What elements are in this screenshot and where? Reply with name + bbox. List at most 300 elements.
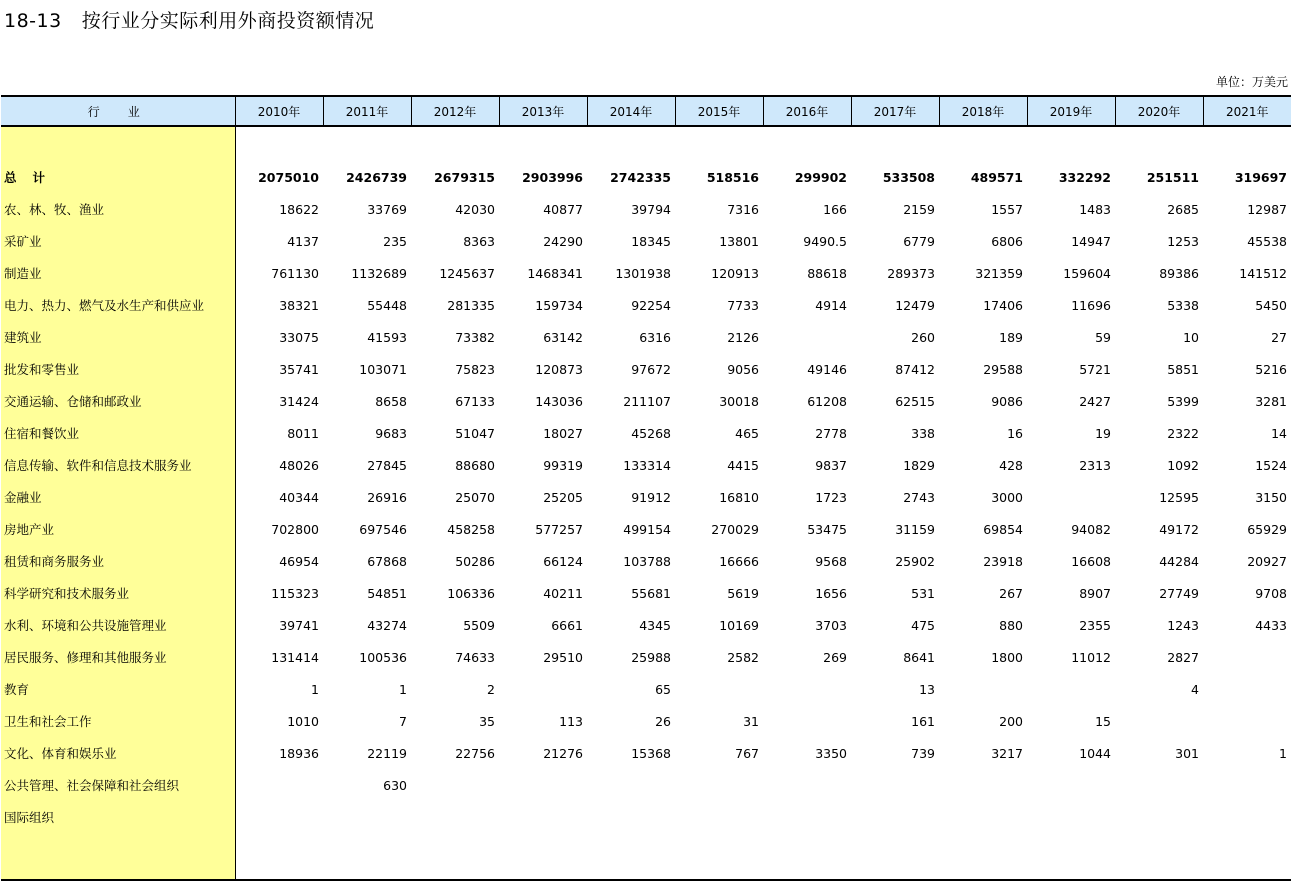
- table-cell: 161: [911, 713, 935, 729]
- table-row: [1, 449, 1291, 481]
- table-cell: 88618: [807, 265, 847, 281]
- table-cell: 2742335: [610, 169, 671, 185]
- table-cell: 67133: [455, 393, 495, 409]
- table-cell: 24290: [543, 233, 583, 249]
- table-cell: 131414: [271, 649, 319, 665]
- table-cell: 15: [1095, 713, 1111, 729]
- table-cell: 9490.5: [803, 233, 847, 249]
- table-cell: 43274: [367, 617, 407, 633]
- table-cell: [675, 673, 763, 705]
- table-cell: [235, 769, 323, 801]
- table-cell: 10169: [719, 617, 759, 633]
- row-label: 国际组织: [1, 801, 235, 833]
- table-cell: 189: [999, 329, 1023, 345]
- table-cell: 16608: [1071, 553, 1111, 569]
- table-cell: 10: [1183, 329, 1199, 345]
- table-cell: 41593: [367, 329, 407, 345]
- table-cell: 55681: [631, 585, 671, 601]
- table-cell: 465: [735, 425, 759, 441]
- table-cell: 767: [735, 745, 759, 761]
- table-cell: 45268: [631, 425, 671, 441]
- table-cell: [323, 801, 411, 833]
- table-cell: 332292: [1058, 169, 1111, 185]
- total-row: [1, 161, 1291, 193]
- table-cell: 15368: [631, 745, 671, 761]
- header-year: 2010年: [235, 96, 323, 126]
- table-cell: 13: [919, 681, 935, 697]
- table-cell: 75823: [455, 361, 495, 377]
- table-cell: 18622: [279, 201, 319, 217]
- table-cell: 115323: [271, 585, 319, 601]
- table-cell: 270029: [711, 521, 759, 537]
- table-cell: 499154: [623, 521, 671, 537]
- table-cell: [763, 769, 851, 801]
- table-cell: 299902: [794, 169, 847, 185]
- table-cell: 166: [823, 201, 847, 217]
- table-cell: 29588: [983, 361, 1023, 377]
- table-cell: 1557: [991, 201, 1023, 217]
- table-cell: 100536: [359, 649, 407, 665]
- table-cell: 6779: [903, 233, 935, 249]
- table-cell: [1027, 673, 1115, 705]
- table-cell: 5216: [1255, 361, 1287, 377]
- table-cell: 2903996: [522, 169, 583, 185]
- table-cell: 45538: [1247, 233, 1287, 249]
- table-cell: 120913: [711, 265, 759, 281]
- table-cell: 880: [999, 617, 1023, 633]
- table-cell: 2743: [903, 489, 935, 505]
- table-row: [1, 577, 1291, 609]
- table-cell: 143036: [535, 393, 583, 409]
- table-cell: 338: [911, 425, 935, 441]
- table-cell: 92254: [631, 297, 671, 313]
- table-row: [1, 385, 1291, 417]
- table-cell: 739: [911, 745, 935, 761]
- table-cell: 235: [383, 233, 407, 249]
- table-cell: 6661: [551, 617, 583, 633]
- table-cell: 103071: [359, 361, 407, 377]
- table-row: [1, 737, 1291, 769]
- table-cell: 69854: [983, 521, 1023, 537]
- table-cell: [411, 801, 499, 833]
- table-cell: 2679315: [434, 169, 495, 185]
- table-cell: [411, 769, 499, 801]
- table-cell: 7733: [727, 297, 759, 313]
- table-row: [1, 545, 1291, 577]
- table-row: [1, 641, 1291, 673]
- table-cell: 40211: [543, 585, 583, 601]
- table-cell: 5450: [1255, 297, 1287, 313]
- table-cell: [499, 769, 587, 801]
- table-row: [1, 193, 1291, 225]
- table-cell: 1656: [815, 585, 847, 601]
- table-cell: 18027: [543, 425, 583, 441]
- table-cell: 31: [743, 713, 759, 729]
- table-cell: 8641: [903, 649, 935, 665]
- table-cell: 25988: [631, 649, 671, 665]
- table-cell: 61208: [807, 393, 847, 409]
- table-cell: 6316: [639, 329, 671, 345]
- table-cell: 27749: [1159, 585, 1199, 601]
- table-cell: 2126: [727, 329, 759, 345]
- table-title: 按行业分实际利用外商投资额情况: [81, 10, 375, 32]
- table-cell: 1010: [287, 713, 319, 729]
- table-row: [1, 481, 1291, 513]
- table-cell: 14947: [1071, 233, 1111, 249]
- table-cell: 3000: [991, 489, 1023, 505]
- table-cell: 5851: [1167, 361, 1199, 377]
- table-cell: 40344: [279, 489, 319, 505]
- table-cell: [235, 801, 323, 833]
- row-label: 农、林、牧、渔业: [1, 193, 235, 225]
- table-cell: 2827: [1167, 649, 1199, 665]
- table-cell: 9837: [815, 457, 847, 473]
- table-cell: 12987: [1247, 201, 1287, 217]
- table-cell: 1829: [903, 457, 935, 473]
- row-label: 科学研究和技术服务业: [1, 577, 235, 609]
- table-cell: 281335: [447, 297, 495, 313]
- table-cell: [1203, 801, 1291, 833]
- table-cell: [851, 769, 939, 801]
- table-cell: 2: [487, 681, 495, 697]
- table-cell: 16: [1007, 425, 1023, 441]
- table-cell: 6806: [991, 233, 1023, 249]
- row-label: 住宿和餐饮业: [1, 417, 235, 449]
- table-cell: [1027, 801, 1115, 833]
- table-row: [1, 673, 1291, 705]
- table-cell: 87412: [895, 361, 935, 377]
- table-cell: 1483: [1079, 201, 1111, 217]
- row-label: 总计: [1, 161, 235, 193]
- header-year: 2021年: [1203, 96, 1291, 126]
- table-cell: 9683: [375, 425, 407, 441]
- table-cell: 66124: [543, 553, 583, 569]
- table-cell: 1301938: [615, 265, 671, 281]
- table-cell: 260: [911, 329, 935, 345]
- table-cell: 2582: [727, 649, 759, 665]
- row-label: 卫生和社会工作: [1, 705, 235, 737]
- table-cell: [939, 801, 1027, 833]
- table-cell: 94082: [1071, 521, 1111, 537]
- table-cell: 65929: [1247, 521, 1287, 537]
- table-cell: 55448: [367, 297, 407, 313]
- table-cell: [763, 705, 851, 737]
- table-cell: 5509: [463, 617, 495, 633]
- table-cell: 2322: [1167, 425, 1199, 441]
- table-cell: 38321: [279, 297, 319, 313]
- table-cell: 120873: [535, 361, 583, 377]
- table-cell: 1132689: [351, 265, 407, 281]
- table-cell: 1: [311, 681, 319, 697]
- table-cell: 26916: [367, 489, 407, 505]
- table-cell: 51047: [455, 425, 495, 441]
- table-cell: 458258: [447, 521, 495, 537]
- table-cell: [939, 673, 1027, 705]
- table-cell: [1115, 801, 1203, 833]
- table-cell: 133314: [623, 457, 671, 473]
- header-year: 2018年: [939, 96, 1027, 126]
- table-cell: 1092: [1167, 457, 1199, 473]
- table-cell: 518516: [706, 169, 759, 185]
- table-cell: 59: [1095, 329, 1111, 345]
- header-row: [1, 96, 1291, 126]
- table-cell: 4137: [287, 233, 319, 249]
- table-cell: 12479: [895, 297, 935, 313]
- header-year: 2019年: [1027, 96, 1115, 126]
- table-cell: 9568: [815, 553, 847, 569]
- table-cell: [763, 801, 851, 833]
- table-cell: 7: [399, 713, 407, 729]
- table-cell: 251511: [1146, 169, 1199, 185]
- row-label: 水利、环境和公共设施管理业: [1, 609, 235, 641]
- table-cell: 12595: [1159, 489, 1199, 505]
- table-cell: 577257: [535, 521, 583, 537]
- table-cell: 159604: [1063, 265, 1111, 281]
- table-cell: 67868: [367, 553, 407, 569]
- table-cell: 27845: [367, 457, 407, 473]
- table-cell: 319697: [1234, 169, 1287, 185]
- table-cell: 489571: [970, 169, 1023, 185]
- table-body: [1, 126, 1291, 880]
- table-cell: 269: [823, 649, 847, 665]
- table-cell: 22756: [455, 745, 495, 761]
- unit-label: 单位：万美元: [1215, 75, 1288, 89]
- table-cell: 31424: [279, 393, 319, 409]
- header-year: 2012年: [411, 96, 499, 126]
- table-row: [1, 225, 1291, 257]
- end-row: [1, 833, 1291, 880]
- table-cell: 1245637: [439, 265, 495, 281]
- table-cell: 1044: [1079, 745, 1111, 761]
- table-cell: 20927: [1247, 553, 1287, 569]
- table-cell: 49172: [1159, 521, 1199, 537]
- table-cell: 29510: [543, 649, 583, 665]
- table-cell: 23918: [983, 553, 1023, 569]
- table-cell: 18345: [631, 233, 671, 249]
- table-cell: 33075: [279, 329, 319, 345]
- table-cell: 25902: [895, 553, 935, 569]
- table-cell: 531: [911, 585, 935, 601]
- table-cell: 39741: [279, 617, 319, 633]
- table-cell: 27: [1271, 329, 1287, 345]
- table-row: [1, 513, 1291, 545]
- table-cell: [1203, 641, 1291, 673]
- table-cell: 4: [1191, 681, 1199, 697]
- table-cell: 22119: [367, 745, 407, 761]
- table-cell: 2778: [815, 425, 847, 441]
- header-year: 2011年: [323, 96, 411, 126]
- table-cell: 9086: [991, 393, 1023, 409]
- table-cell: 49146: [807, 361, 847, 377]
- header-industry: 行业: [1, 96, 235, 126]
- table-row: [1, 289, 1291, 321]
- table-row: [1, 801, 1291, 833]
- table-cell: 97672: [631, 361, 671, 377]
- table-cell: 4914: [815, 297, 847, 313]
- table-cell: 54851: [367, 585, 407, 601]
- table-cell: [763, 321, 851, 353]
- table-cell: 141512: [1239, 265, 1287, 281]
- table-cell: 2427: [1079, 393, 1111, 409]
- table-cell: 3350: [815, 745, 847, 761]
- table-row: [1, 609, 1291, 641]
- table-cell: 35741: [279, 361, 319, 377]
- table-cell: 4433: [1255, 617, 1287, 633]
- table-cell: 18936: [279, 745, 319, 761]
- table-cell: 46954: [279, 553, 319, 569]
- row-label: 交通运输、仓储和邮政业: [1, 385, 235, 417]
- row-label: 批发和零售业: [1, 353, 235, 385]
- table-cell: 1723: [815, 489, 847, 505]
- table-cell: [1027, 769, 1115, 801]
- table-cell: 19: [1095, 425, 1111, 441]
- table-cell: 113: [559, 713, 583, 729]
- table-cell: 35: [479, 713, 495, 729]
- page-title: [4, 6, 374, 33]
- table-cell: 2075010: [258, 169, 319, 185]
- table-cell: 99319: [543, 457, 583, 473]
- table-cell: 16666: [719, 553, 759, 569]
- row-label: 金融业: [1, 481, 235, 513]
- table-cell: 62515: [895, 393, 935, 409]
- table-cell: 5721: [1079, 361, 1111, 377]
- header-year: 2014年: [587, 96, 675, 126]
- table-cell: 761130: [271, 265, 319, 281]
- table-cell: 11012: [1071, 649, 1111, 665]
- table-cell: 42030: [455, 201, 495, 217]
- table-cell: 48026: [279, 457, 319, 473]
- table-cell: 17406: [983, 297, 1023, 313]
- row-label: 电力、热力、燃气及水生产和供应业: [1, 289, 235, 321]
- table-cell: 3703: [815, 617, 847, 633]
- table-cell: 1: [1279, 745, 1287, 761]
- header-year: 2020年: [1115, 96, 1203, 126]
- table-cell: 2426739: [346, 169, 407, 185]
- table-cell: 39794: [631, 201, 671, 217]
- row-label: 信息传输、软件和信息技术服务业: [1, 449, 235, 481]
- table-cell: 1800: [991, 649, 1023, 665]
- table-cell: [1115, 705, 1203, 737]
- table-cell: 53475: [807, 521, 847, 537]
- table-row: [1, 769, 1291, 801]
- table-cell: 321359: [975, 265, 1023, 281]
- table-cell: 4415: [727, 457, 759, 473]
- table-cell: 1253: [1167, 233, 1199, 249]
- table-cell: 40877: [543, 201, 583, 217]
- row-label: 租赁和商务服务业: [1, 545, 235, 577]
- table-cell: 65: [655, 681, 671, 697]
- table-cell: [587, 801, 675, 833]
- table-cell: 267: [999, 585, 1023, 601]
- table-cell: 3217: [991, 745, 1023, 761]
- table-row: [1, 257, 1291, 289]
- table-cell: [675, 801, 763, 833]
- table-cell: [851, 801, 939, 833]
- table-cell: 88680: [455, 457, 495, 473]
- table-row: [1, 417, 1291, 449]
- table-cell: 14: [1271, 425, 1287, 441]
- row-label: 制造业: [1, 257, 235, 289]
- row-label: 采矿业: [1, 225, 235, 257]
- table-cell: 159734: [535, 297, 583, 313]
- table-cell: [1203, 769, 1291, 801]
- row-label: 文化、体育和娱乐业: [1, 737, 235, 769]
- table-cell: 63142: [543, 329, 583, 345]
- table-cell: 7316: [727, 201, 759, 217]
- table-cell: 4345: [639, 617, 671, 633]
- table-cell: 74633: [455, 649, 495, 665]
- table-cell: 26: [655, 713, 671, 729]
- table-cell: [675, 769, 763, 801]
- table-cell: 13801: [719, 233, 759, 249]
- table-cell: 16810: [719, 489, 759, 505]
- row-label: 居民服务、修理和其他服务业: [1, 641, 235, 673]
- table-cell: [587, 769, 675, 801]
- table-row: [1, 705, 1291, 737]
- table-cell: 1243: [1167, 617, 1199, 633]
- table-cell: 25205: [543, 489, 583, 505]
- table-cell: [499, 801, 587, 833]
- table-cell: 103788: [623, 553, 671, 569]
- table-cell: 44284: [1159, 553, 1199, 569]
- table-cell: 1: [399, 681, 407, 697]
- table-cell: 428: [999, 457, 1023, 473]
- table-cell: 106336: [447, 585, 495, 601]
- table-cell: 697546: [359, 521, 407, 537]
- table-cell: [499, 673, 587, 705]
- table-row: [1, 321, 1291, 353]
- table-cell: [1115, 769, 1203, 801]
- table-cell: 33769: [367, 201, 407, 217]
- table-cell: 5338: [1167, 297, 1199, 313]
- table-cell: 702800: [271, 521, 319, 537]
- table-cell: 630: [383, 777, 407, 793]
- table-cell: [763, 673, 851, 705]
- table-cell: 5399: [1167, 393, 1199, 409]
- header-year: 2015年: [675, 96, 763, 126]
- table-cell: 89386: [1159, 265, 1199, 281]
- row-label: 教育: [1, 673, 235, 705]
- header-year: 2016年: [763, 96, 851, 126]
- table-cell: 30018: [719, 393, 759, 409]
- table-cell: 91912: [631, 489, 671, 505]
- table-number: 18-13: [4, 10, 62, 32]
- table-cell: 50286: [455, 553, 495, 569]
- row-label: 建筑业: [1, 321, 235, 353]
- table-cell: 11696: [1071, 297, 1111, 313]
- table-cell: 5619: [727, 585, 759, 601]
- table-cell: 2313: [1079, 457, 1111, 473]
- table-cell: 8011: [287, 425, 319, 441]
- table-cell: [1203, 705, 1291, 737]
- table-cell: 73382: [455, 329, 495, 345]
- table-cell: 21276: [543, 745, 583, 761]
- row-label: 公共管理、社会保障和社会组织: [1, 769, 235, 801]
- table-cell: 8658: [375, 393, 407, 409]
- table-cell: [1027, 481, 1115, 513]
- spacer-row: [1, 126, 1291, 161]
- table-cell: 25070: [455, 489, 495, 505]
- table-cell: 2685: [1167, 201, 1199, 217]
- table-cell: 533508: [882, 169, 935, 185]
- table-cell: 289373: [887, 265, 935, 281]
- table-cell: [1203, 673, 1291, 705]
- table-row: [1, 353, 1291, 385]
- table-cell: 8907: [1079, 585, 1111, 601]
- table-cell: 2159: [903, 201, 935, 217]
- table-cell: 1468341: [527, 265, 583, 281]
- data-table: [1, 95, 1291, 881]
